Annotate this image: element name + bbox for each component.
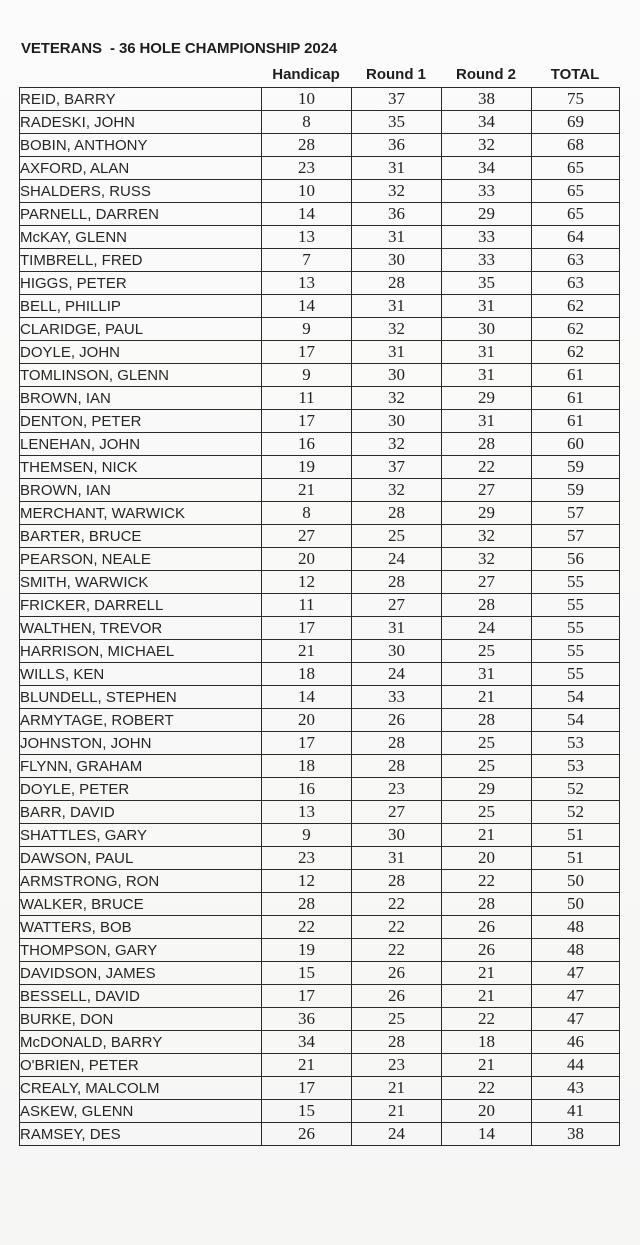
player-name-cell: SHALDERS, RUSS xyxy=(20,180,262,203)
round-1-cell: 23 xyxy=(352,1054,442,1077)
table-row xyxy=(20,847,620,870)
total-cell: 55 xyxy=(532,617,620,640)
round-1-cell: 32 xyxy=(352,479,442,502)
table-row xyxy=(20,1054,620,1077)
round-2-cell: 25 xyxy=(442,755,532,778)
round-1-cell: 32 xyxy=(352,387,442,410)
table-row xyxy=(20,571,620,594)
round-1-cell: 23 xyxy=(352,778,442,801)
handicap-cell: 8 xyxy=(262,502,352,525)
player-name-cell: PEARSON, NEALE xyxy=(20,548,262,571)
total-cell: 55 xyxy=(532,571,620,594)
round-2-cell: 28 xyxy=(442,893,532,916)
round-1-cell: 22 xyxy=(352,916,442,939)
round-2-cell: 33 xyxy=(442,180,532,203)
total-cell: 48 xyxy=(532,939,620,962)
round-2-cell: 21 xyxy=(442,985,532,1008)
round-2-cell: 33 xyxy=(442,249,532,272)
player-name-cell: TOMLINSON, GLENN xyxy=(20,364,262,387)
player-name-cell: HIGGS, PETER xyxy=(20,272,262,295)
handicap-cell: 34 xyxy=(262,1031,352,1054)
round-2-cell: 22 xyxy=(442,1077,532,1100)
table-row xyxy=(20,709,620,732)
player-name-cell: ARMSTRONG, RON xyxy=(20,870,262,893)
round-2-cell: 28 xyxy=(442,433,532,456)
handicap-cell: 15 xyxy=(262,962,352,985)
handicap-cell: 18 xyxy=(262,663,352,686)
player-name-cell: DAWSON, PAUL xyxy=(20,847,262,870)
total-cell: 62 xyxy=(532,341,620,364)
table-row xyxy=(20,111,620,134)
table-row xyxy=(20,502,620,525)
table-row xyxy=(20,755,620,778)
handicap-cell: 22 xyxy=(262,916,352,939)
handicap-cell: 18 xyxy=(262,755,352,778)
player-name-cell: BLUNDELL, STEPHEN xyxy=(20,686,262,709)
handicap-cell: 14 xyxy=(262,686,352,709)
round-2-cell: 20 xyxy=(442,847,532,870)
table-row xyxy=(20,1100,620,1123)
total-cell: 47 xyxy=(532,962,620,985)
round-1-cell: 27 xyxy=(352,594,442,617)
player-name-cell: BURKE, DON xyxy=(20,1008,262,1031)
handicap-cell: 12 xyxy=(262,870,352,893)
player-name-cell: THOMPSON, GARY xyxy=(20,939,262,962)
total-cell: 60 xyxy=(532,433,620,456)
round-1-cell: 31 xyxy=(352,226,442,249)
table-row xyxy=(20,157,620,180)
total-cell: 51 xyxy=(532,847,620,870)
handicap-cell: 20 xyxy=(262,548,352,571)
round-1-cell: 24 xyxy=(352,548,442,571)
table-row xyxy=(20,249,620,272)
player-name-cell: DAVIDSON, JAMES xyxy=(20,962,262,985)
table-row xyxy=(20,962,620,985)
player-name-cell: TIMBRELL, FRED xyxy=(20,249,262,272)
total-cell: 56 xyxy=(532,548,620,571)
round-1-cell: 28 xyxy=(352,870,442,893)
table-row xyxy=(20,870,620,893)
handicap-cell: 21 xyxy=(262,479,352,502)
total-cell: 61 xyxy=(532,364,620,387)
total-cell: 61 xyxy=(532,387,620,410)
player-name-cell: DOYLE, JOHN xyxy=(20,341,262,364)
round-1-cell: 28 xyxy=(352,1031,442,1054)
total-cell: 64 xyxy=(532,226,620,249)
round-1-cell: 36 xyxy=(352,203,442,226)
table-row xyxy=(20,594,620,617)
total-cell: 50 xyxy=(532,870,620,893)
player-name-cell: McKAY, GLENN xyxy=(20,226,262,249)
handicap-cell: 27 xyxy=(262,525,352,548)
handicap-cell: 21 xyxy=(262,1054,352,1077)
round-2-cell: 29 xyxy=(442,778,532,801)
table-row xyxy=(20,778,620,801)
handicap-cell: 17 xyxy=(262,341,352,364)
round-2-cell: 27 xyxy=(442,479,532,502)
handicap-cell: 19 xyxy=(262,939,352,962)
round-1-cell: 21 xyxy=(352,1077,442,1100)
player-name-cell: O'BRIEN, PETER xyxy=(20,1054,262,1077)
total-cell: 65 xyxy=(532,203,620,226)
player-name-cell: BROWN, IAN xyxy=(20,387,262,410)
round-1-cell: 32 xyxy=(352,180,442,203)
round-2-cell: 26 xyxy=(442,916,532,939)
player-name-cell: RAMSEY, DES xyxy=(20,1123,262,1146)
round-1-cell: 25 xyxy=(352,1008,442,1031)
table-row xyxy=(20,1077,620,1100)
page-title: VETERANS - 36 HOLE CHAMPIONSHIP 2024 xyxy=(21,40,338,57)
round-2-cell: 28 xyxy=(442,594,532,617)
column-header-handicap: Handicap xyxy=(272,66,340,83)
round-1-cell: 21 xyxy=(352,1100,442,1123)
table-row xyxy=(20,387,620,410)
total-cell: 68 xyxy=(532,134,620,157)
round-1-cell: 30 xyxy=(352,640,442,663)
table-row xyxy=(20,732,620,755)
round-2-cell: 29 xyxy=(442,387,532,410)
handicap-cell: 19 xyxy=(262,456,352,479)
column-header-total: TOTAL xyxy=(550,66,600,83)
round-2-cell: 31 xyxy=(442,295,532,318)
round-1-cell: 25 xyxy=(352,525,442,548)
handicap-cell: 23 xyxy=(262,157,352,180)
round-1-cell: 37 xyxy=(352,456,442,479)
round-2-cell: 28 xyxy=(442,709,532,732)
table-row xyxy=(20,295,620,318)
round-2-cell: 21 xyxy=(442,686,532,709)
round-1-cell: 30 xyxy=(352,824,442,847)
handicap-cell: 7 xyxy=(262,249,352,272)
table-row xyxy=(20,180,620,203)
player-name-cell: BARTER, BRUCE xyxy=(20,525,262,548)
total-cell: 38 xyxy=(532,1123,620,1146)
round-1-cell: 31 xyxy=(352,341,442,364)
column-header-round-1: Round 1 xyxy=(366,66,426,83)
round-2-cell: 38 xyxy=(442,88,532,111)
handicap-cell: 14 xyxy=(262,295,352,318)
player-name-cell: WALTHEN, TREVOR xyxy=(20,617,262,640)
round-1-cell: 26 xyxy=(352,709,442,732)
table-row xyxy=(20,318,620,341)
handicap-cell: 17 xyxy=(262,410,352,433)
handicap-cell: 9 xyxy=(262,824,352,847)
round-2-cell: 25 xyxy=(442,801,532,824)
round-2-cell: 27 xyxy=(442,571,532,594)
table-row xyxy=(20,824,620,847)
table-row xyxy=(20,88,620,111)
handicap-cell: 21 xyxy=(262,640,352,663)
total-cell: 57 xyxy=(532,525,620,548)
total-cell: 43 xyxy=(532,1077,620,1100)
total-cell: 63 xyxy=(532,272,620,295)
handicap-cell: 10 xyxy=(262,180,352,203)
handicap-cell: 20 xyxy=(262,709,352,732)
table-row xyxy=(20,479,620,502)
total-cell: 50 xyxy=(532,893,620,916)
handicap-cell: 8 xyxy=(262,111,352,134)
round-1-cell: 32 xyxy=(352,433,442,456)
player-name-cell: FLYNN, GRAHAM xyxy=(20,755,262,778)
round-2-cell: 34 xyxy=(442,111,532,134)
total-cell: 52 xyxy=(532,801,620,824)
round-1-cell: 28 xyxy=(352,502,442,525)
player-name-cell: HARRISON, MICHAEL xyxy=(20,640,262,663)
table-row xyxy=(20,548,620,571)
handicap-cell: 16 xyxy=(262,778,352,801)
round-2-cell: 21 xyxy=(442,962,532,985)
round-1-cell: 24 xyxy=(352,1123,442,1146)
total-cell: 59 xyxy=(532,456,620,479)
handicap-cell: 15 xyxy=(262,1100,352,1123)
round-1-cell: 22 xyxy=(352,893,442,916)
table-row xyxy=(20,617,620,640)
player-name-cell: WATTERS, BOB xyxy=(20,916,262,939)
round-2-cell: 26 xyxy=(442,939,532,962)
handicap-cell: 13 xyxy=(262,801,352,824)
round-2-cell: 22 xyxy=(442,870,532,893)
handicap-cell: 13 xyxy=(262,272,352,295)
round-1-cell: 35 xyxy=(352,111,442,134)
table-row xyxy=(20,916,620,939)
round-1-cell: 31 xyxy=(352,157,442,180)
total-cell: 65 xyxy=(532,180,620,203)
table-row xyxy=(20,341,620,364)
table-row xyxy=(20,525,620,548)
round-1-cell: 28 xyxy=(352,732,442,755)
player-name-cell: BROWN, IAN xyxy=(20,479,262,502)
total-cell: 41 xyxy=(532,1100,620,1123)
player-name-cell: RADESKI, JOHN xyxy=(20,111,262,134)
table-row xyxy=(20,364,620,387)
player-name-cell: DENTON, PETER xyxy=(20,410,262,433)
round-1-cell: 30 xyxy=(352,364,442,387)
player-name-cell: LENEHAN, JOHN xyxy=(20,433,262,456)
results-table-body xyxy=(20,88,620,1146)
round-1-cell: 27 xyxy=(352,801,442,824)
total-cell: 51 xyxy=(532,824,620,847)
round-1-cell: 28 xyxy=(352,755,442,778)
player-name-cell: BOBIN, ANTHONY xyxy=(20,134,262,157)
player-name-cell: THEMSEN, NICK xyxy=(20,456,262,479)
handicap-cell: 11 xyxy=(262,387,352,410)
round-2-cell: 31 xyxy=(442,364,532,387)
handicap-cell: 17 xyxy=(262,1077,352,1100)
total-cell: 63 xyxy=(532,249,620,272)
total-cell: 44 xyxy=(532,1054,620,1077)
round-2-cell: 22 xyxy=(442,1008,532,1031)
round-1-cell: 32 xyxy=(352,318,442,341)
total-cell: 55 xyxy=(532,663,620,686)
round-2-cell: 21 xyxy=(442,824,532,847)
handicap-cell: 13 xyxy=(262,226,352,249)
handicap-cell: 23 xyxy=(262,847,352,870)
player-name-cell: MERCHANT, WARWICK xyxy=(20,502,262,525)
table-row xyxy=(20,1123,620,1146)
round-1-cell: 31 xyxy=(352,617,442,640)
handicap-cell: 28 xyxy=(262,134,352,157)
total-cell: 46 xyxy=(532,1031,620,1054)
round-2-cell: 29 xyxy=(442,203,532,226)
total-cell: 57 xyxy=(532,502,620,525)
total-cell: 47 xyxy=(532,985,620,1008)
player-name-cell: PARNELL, DARREN xyxy=(20,203,262,226)
player-name-cell: FRICKER, DARRELL xyxy=(20,594,262,617)
table-row xyxy=(20,226,620,249)
round-1-cell: 28 xyxy=(352,571,442,594)
player-name-cell: DOYLE, PETER xyxy=(20,778,262,801)
round-2-cell: 34 xyxy=(442,157,532,180)
total-cell: 59 xyxy=(532,479,620,502)
handicap-cell: 17 xyxy=(262,617,352,640)
total-cell: 53 xyxy=(532,755,620,778)
round-2-cell: 33 xyxy=(442,226,532,249)
round-2-cell: 25 xyxy=(442,732,532,755)
player-name-cell: WALKER, BRUCE xyxy=(20,893,262,916)
handicap-cell: 17 xyxy=(262,985,352,1008)
round-2-cell: 30 xyxy=(442,318,532,341)
table-row xyxy=(20,663,620,686)
total-cell: 54 xyxy=(532,686,620,709)
handicap-cell: 16 xyxy=(262,433,352,456)
player-name-cell: BESSELL, DAVID xyxy=(20,985,262,1008)
round-1-cell: 37 xyxy=(352,88,442,111)
handicap-cell: 17 xyxy=(262,732,352,755)
round-1-cell: 33 xyxy=(352,686,442,709)
round-1-cell: 26 xyxy=(352,985,442,1008)
player-name-cell: CLARIDGE, PAUL xyxy=(20,318,262,341)
round-2-cell: 29 xyxy=(442,502,532,525)
round-2-cell: 20 xyxy=(442,1100,532,1123)
round-2-cell: 31 xyxy=(442,663,532,686)
round-2-cell: 18 xyxy=(442,1031,532,1054)
total-cell: 75 xyxy=(532,88,620,111)
player-name-cell: BARR, DAVID xyxy=(20,801,262,824)
total-cell: 62 xyxy=(532,295,620,318)
table-row xyxy=(20,893,620,916)
round-1-cell: 26 xyxy=(352,962,442,985)
total-cell: 55 xyxy=(532,594,620,617)
player-name-cell: WILLS, KEN xyxy=(20,663,262,686)
table-row xyxy=(20,134,620,157)
round-1-cell: 30 xyxy=(352,410,442,433)
handicap-cell: 9 xyxy=(262,364,352,387)
table-row xyxy=(20,410,620,433)
handicap-cell: 36 xyxy=(262,1008,352,1031)
total-cell: 52 xyxy=(532,778,620,801)
total-cell: 48 xyxy=(532,916,620,939)
handicap-cell: 28 xyxy=(262,893,352,916)
total-cell: 47 xyxy=(532,1008,620,1031)
handicap-cell: 9 xyxy=(262,318,352,341)
player-name-cell: ASKEW, GLENN xyxy=(20,1100,262,1123)
table-row xyxy=(20,801,620,824)
table-row xyxy=(20,939,620,962)
total-cell: 54 xyxy=(532,709,620,732)
player-name-cell: SMITH, WARWICK xyxy=(20,571,262,594)
round-2-cell: 24 xyxy=(442,617,532,640)
round-2-cell: 31 xyxy=(442,341,532,364)
round-1-cell: 31 xyxy=(352,847,442,870)
table-row xyxy=(20,1031,620,1054)
total-cell: 65 xyxy=(532,157,620,180)
round-2-cell: 22 xyxy=(442,456,532,479)
handicap-cell: 11 xyxy=(262,594,352,617)
total-cell: 61 xyxy=(532,410,620,433)
total-cell: 62 xyxy=(532,318,620,341)
handicap-cell: 10 xyxy=(262,88,352,111)
total-cell: 53 xyxy=(532,732,620,755)
column-headers xyxy=(19,64,619,86)
total-cell: 55 xyxy=(532,640,620,663)
table-row xyxy=(20,1008,620,1031)
player-name-cell: CREALY, MALCOLM xyxy=(20,1077,262,1100)
player-name-cell: BELL, PHILLIP xyxy=(20,295,262,318)
player-name-cell: SHATTLES, GARY xyxy=(20,824,262,847)
round-1-cell: 31 xyxy=(352,295,442,318)
round-2-cell: 21 xyxy=(442,1054,532,1077)
round-1-cell: 28 xyxy=(352,272,442,295)
round-2-cell: 32 xyxy=(442,525,532,548)
table-row xyxy=(20,985,620,1008)
player-name-cell: REID, BARRY xyxy=(20,88,262,111)
handicap-cell: 26 xyxy=(262,1123,352,1146)
player-name-cell: McDONALD, BARRY xyxy=(20,1031,262,1054)
round-2-cell: 32 xyxy=(442,134,532,157)
round-2-cell: 32 xyxy=(442,548,532,571)
table-row xyxy=(20,456,620,479)
table-row xyxy=(20,640,620,663)
table-row xyxy=(20,686,620,709)
round-2-cell: 14 xyxy=(442,1123,532,1146)
column-header-round-2: Round 2 xyxy=(456,66,516,83)
round-2-cell: 31 xyxy=(442,410,532,433)
round-1-cell: 36 xyxy=(352,134,442,157)
round-1-cell: 30 xyxy=(352,249,442,272)
player-name-cell: JOHNSTON, JOHN xyxy=(20,732,262,755)
total-cell: 69 xyxy=(532,111,620,134)
round-1-cell: 22 xyxy=(352,939,442,962)
table-row xyxy=(20,433,620,456)
handicap-cell: 12 xyxy=(262,571,352,594)
handicap-cell: 14 xyxy=(262,203,352,226)
table-row xyxy=(20,203,620,226)
table-row xyxy=(20,272,620,295)
round-1-cell: 24 xyxy=(352,663,442,686)
round-2-cell: 25 xyxy=(442,640,532,663)
player-name-cell: ARMYTAGE, ROBERT xyxy=(20,709,262,732)
results-table xyxy=(19,87,620,1146)
round-2-cell: 35 xyxy=(442,272,532,295)
player-name-cell: AXFORD, ALAN xyxy=(20,157,262,180)
